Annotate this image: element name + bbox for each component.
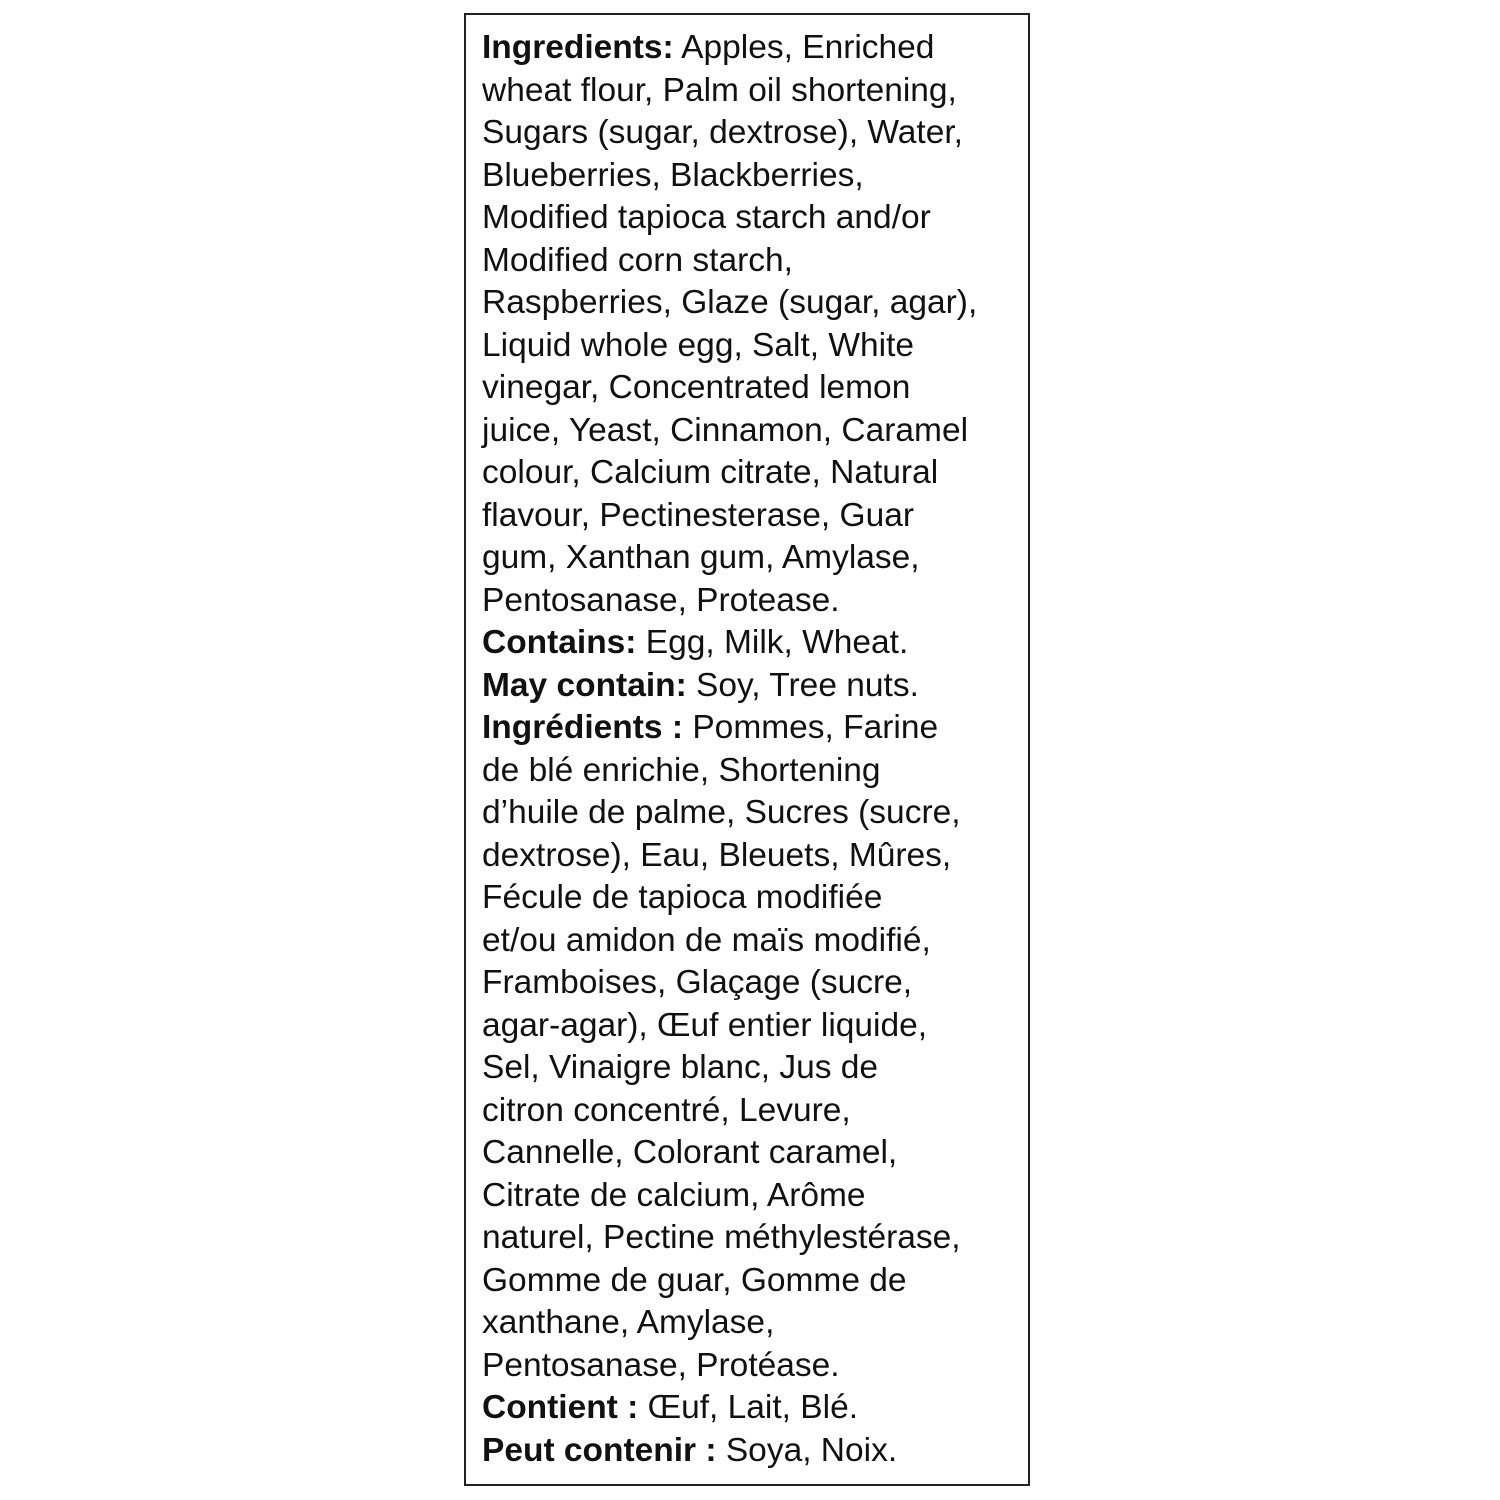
- label-line: [482, 27, 1022, 70]
- label-line-text: et/ou amidon de maïs modifié,: [482, 921, 931, 959]
- label-line-text: vinegar, Concentrated lemon: [482, 369, 911, 406]
- label-line-text: Pentosanase, Protease.: [482, 581, 840, 619]
- label-line-text: Sel, Vinaigre blanc, Jus de: [482, 1049, 879, 1086]
- label-line-text: Pentosanase, Protéase.: [482, 1346, 840, 1384]
- label-line: [482, 1260, 1022, 1303]
- label-line: [482, 1217, 1022, 1260]
- label-line-text: citron concentré, Levure,: [482, 1091, 851, 1129]
- label-line: [482, 155, 1022, 198]
- label-line-text: Raspberries, Glaze (sugar, agar),: [482, 284, 978, 321]
- label-line-text: Apples, Enriched: [673, 29, 935, 66]
- label-line: [482, 920, 1022, 963]
- label-line: [482, 1132, 1022, 1175]
- label-line-text: juice, Yeast, Cinnamon, Caramel: [482, 411, 969, 449]
- label-heading: Contient :: [482, 1389, 639, 1426]
- label-line: [482, 750, 1022, 793]
- label-line: [482, 537, 1022, 580]
- label-line: [482, 580, 1022, 623]
- label-line-text: flavour, Pectinesterase, Guar: [482, 496, 914, 534]
- label-line: [482, 1090, 1022, 1133]
- label-line-text: Blueberries, Blackberries,: [482, 156, 864, 194]
- label-line: [482, 240, 1022, 283]
- label-line: [482, 1175, 1022, 1218]
- label-line-text: de blé enrichie, Shortening: [482, 751, 881, 789]
- label-line: [482, 1047, 1022, 1090]
- label-line-text: xanthane, Amylase,: [482, 1304, 775, 1341]
- label-line: [482, 282, 1022, 325]
- label-line: [482, 70, 1022, 113]
- ingredients-text: [482, 27, 1022, 1472]
- label-line: [482, 1430, 1022, 1473]
- label-line-text: Egg, Milk, Wheat.: [636, 624, 909, 661]
- label-line-text: Modified tapioca starch and/or: [482, 199, 931, 236]
- label-line-text: Cannelle, Colorant caramel,: [482, 1134, 898, 1171]
- label-line: [482, 792, 1022, 835]
- label-line-text: Framboises, Glaçage (sucre,: [482, 964, 913, 1001]
- label-line-text: wheat flour, Palm oil shortening,: [482, 71, 957, 109]
- label-heading: Ingrédients :: [482, 709, 684, 746]
- label-heading: May contain:: [482, 666, 687, 704]
- label-line: [482, 197, 1022, 240]
- label-line-text: Œuf, Lait, Blé.: [638, 1389, 859, 1426]
- label-line-text: Sugars (sugar, dextrose), Water,: [482, 114, 963, 151]
- label-line: [482, 835, 1022, 878]
- label-line-text: Gomme de guar, Gomme de: [482, 1261, 907, 1299]
- label-line-text: Liquid whole egg, Salt, White: [482, 326, 915, 364]
- label-line: [482, 1302, 1022, 1345]
- label-heading: Contains:: [482, 624, 637, 661]
- label-line: [482, 1005, 1022, 1048]
- label-line: [482, 325, 1022, 368]
- label-line-text: agar-agar), Œuf entier liquide,: [482, 1006, 928, 1044]
- label-line: [482, 112, 1022, 155]
- label-line-text: Fécule de tapioca modifiée: [482, 879, 883, 916]
- label-line-text: Pommes, Farine: [683, 709, 939, 746]
- label-line-text: Soya, Noix.: [716, 1431, 898, 1469]
- label-line: [482, 495, 1022, 538]
- label-line-text: colour, Calcium citrate, Natural: [482, 454, 939, 491]
- label-line: [482, 665, 1022, 708]
- label-line: [482, 1387, 1022, 1430]
- label-line: [482, 452, 1022, 495]
- label-line-text: Citrate de calcium, Arôme: [482, 1176, 866, 1214]
- ingredients-label-box: [464, 13, 1030, 1486]
- label-line: [482, 707, 1022, 750]
- label-line: [482, 877, 1022, 920]
- label-line: [482, 410, 1022, 453]
- label-line-text: Modified corn starch,: [482, 241, 793, 279]
- label-line: [482, 622, 1022, 665]
- label-heading: Ingredients:: [482, 29, 674, 66]
- label-line: [482, 367, 1022, 410]
- label-line-text: gum, Xanthan gum, Amylase,: [482, 539, 920, 576]
- label-heading: Peut contenir :: [482, 1431, 717, 1469]
- label-line: [482, 962, 1022, 1005]
- label-line-text: dextrose), Eau, Bleuets, Mûres,: [482, 836, 952, 874]
- label-line-text: naturel, Pectine méthylestérase,: [482, 1219, 961, 1256]
- label-line-text: d’huile de palme, Sucres (sucre,: [482, 794, 961, 831]
- label-line: [482, 1345, 1022, 1388]
- label-line-text: Soy, Tree nuts.: [686, 666, 919, 704]
